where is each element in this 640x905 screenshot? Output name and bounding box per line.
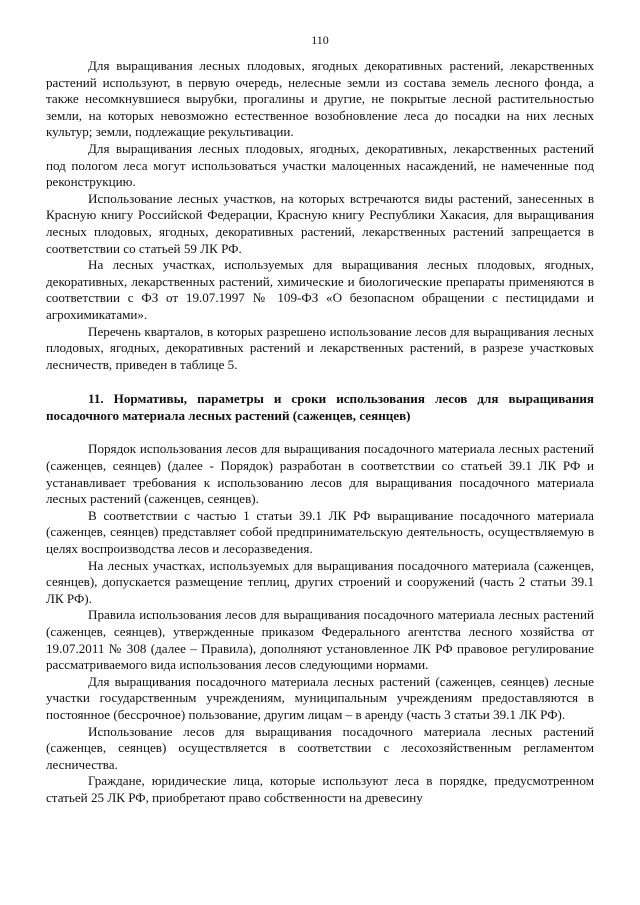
page-number: 110 <box>311 33 329 47</box>
document-body <box>46 58 594 807</box>
paragraph: Перечень кварталов, в которых разрешено использование лесов для выращивания лесных плодовых, ягодных, декоративных растений и лекарственных растений, в разрезе участковых лесничеств, приведен в таблице 5. <box>46 323 594 372</box>
paragraph: Для выращивания лесных плодовых, ягодных декоративных растений, лекарственных растений используют, в первую очередь, нелесные земли из состава земель лесного фонда, а также несомкнувшиеся вырубки, прогалины и другие, не покрытые лесной растительностью земли, на которых невозможно естественное возобновление леса до посадки на них лесных культур; земли, подлежащие рекультивации. <box>46 58 594 140</box>
paragraph: В соответствии с частью 1 статьи 39.1 ЛК РФ выращивание посадочного материала (саженцев, сеянцев) представляет собой предпринимательскую деятельность, осуществляемую в целях воспроизводства лесов и лесоразведения. <box>46 507 594 557</box>
paragraph: Для выращивания посадочного материала лесных растений (саженцев, сеянцев) лесные участки государственным учреждениям, муниципальным учреждениям предоставляются в постоянное (бессрочное) пользование, другим лицам – в аренду (часть 3 статьи 39.1 ЛК РФ). <box>46 673 594 722</box>
paragraph: Граждане, юридические лица, которые используют леса в порядке, предусмотренном статьей 25 ЛК РФ, приобретают право собственности на древесину <box>46 773 594 805</box>
paragraph: Правила использования лесов для выращивания посадочного материала лесных растений (саженцев, сеянцев), утвержденные приказом Федерального агентства лесного хозяйства от 19.07.2011 № 308 (далее – Правила), дополняют установленное ЛК РФ правовое регулирование рассматриваемого вида использования лесов следующими нормами. <box>46 607 594 673</box>
paragraph: Использование лесных участков, на которых встречаются виды растений, занесенных в Красную книгу Российской Федерации, Красную книгу Республики Хакасия, для выращивания лесных плодовых, ягодных, декоративных растений, лекарственных растений запрещается в соответствии со статьей 59 ЛК РФ. <box>46 190 594 256</box>
section-heading: 11. Нормативы, параметры и сроки использования лесов для выращивания посадочного материала лесных растений (саженцев, сеянцев) <box>46 391 594 423</box>
paragraph: Порядок использования лесов для выращивания посадочного материала лесных растений (саженцев, сеянцев) (далее - Порядок) разработан в соответствии со статьей 39.1 ЛК РФ и устанавливает требования к использованию лесов для выращивания посадочного материала лесных растений (саженцев, сеянцев). <box>46 441 594 507</box>
paragraph: На лесных участках, используемых для выращивания лесных плодовых, ягодных, декоративных, лекарственных растений, химические и биологические препараты применяются в соответствии с ФЗ от 19.07.1997 № 109-ФЗ «О безопасном обращении с пестицидами и агрохимикатами». <box>46 257 594 322</box>
paragraph: На лесных участках, используемых для выращивания посадочного материала (саженцев, сеянцев), допускается размещение теплиц, других строений и сооружений (часть 2 статьи 39.1 ЛК РФ). <box>46 557 594 606</box>
paragraph: Использование лесов для выращивания посадочного материала лесных растений (саженцев, сеянцев) осуществляется в соответствии с лесохозяйственным регламентом лесничества. <box>46 723 594 772</box>
paragraph: Для выращивания лесных плодовых, ягодных, декоративных, лекарственных растений под пологом леса могут использоваться участки малоценных насаждений, не намеченные под реконструкцию. <box>46 140 594 190</box>
